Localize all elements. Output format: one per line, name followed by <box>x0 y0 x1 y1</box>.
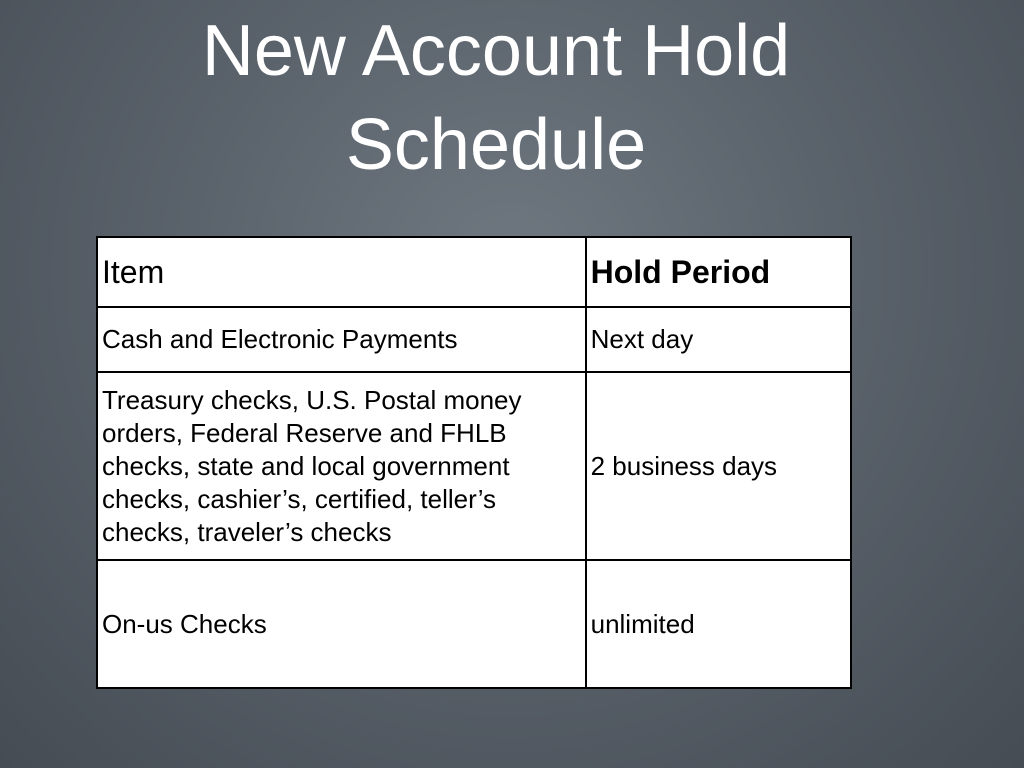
cell-item: On-us Checks <box>97 560 586 688</box>
table-row <box>97 560 851 688</box>
header-item: Item <box>97 237 586 307</box>
header-hold-period: Hold Period <box>586 237 851 307</box>
table-row <box>97 372 851 560</box>
cell-hold-period: unlimited <box>586 560 851 688</box>
cell-hold-period: 2 business days <box>586 372 851 560</box>
slide-title-line-2: Schedule <box>345 105 647 185</box>
table-row <box>97 307 851 372</box>
hold-schedule-table <box>96 236 852 689</box>
cell-item: Treasury checks, U.S. Postal money orders, Federal Reserve and FHLB checks, state and local government checks, cashier’s, certified, teller’s checks, traveler’s checks <box>97 372 586 560</box>
slide-title <box>0 4 992 192</box>
cell-item: Cash and Electronic Payments <box>97 307 586 372</box>
slide-title-line-1: New Account Hold <box>201 11 791 91</box>
table-header-row <box>97 237 851 307</box>
cell-hold-period: Next day <box>586 307 851 372</box>
